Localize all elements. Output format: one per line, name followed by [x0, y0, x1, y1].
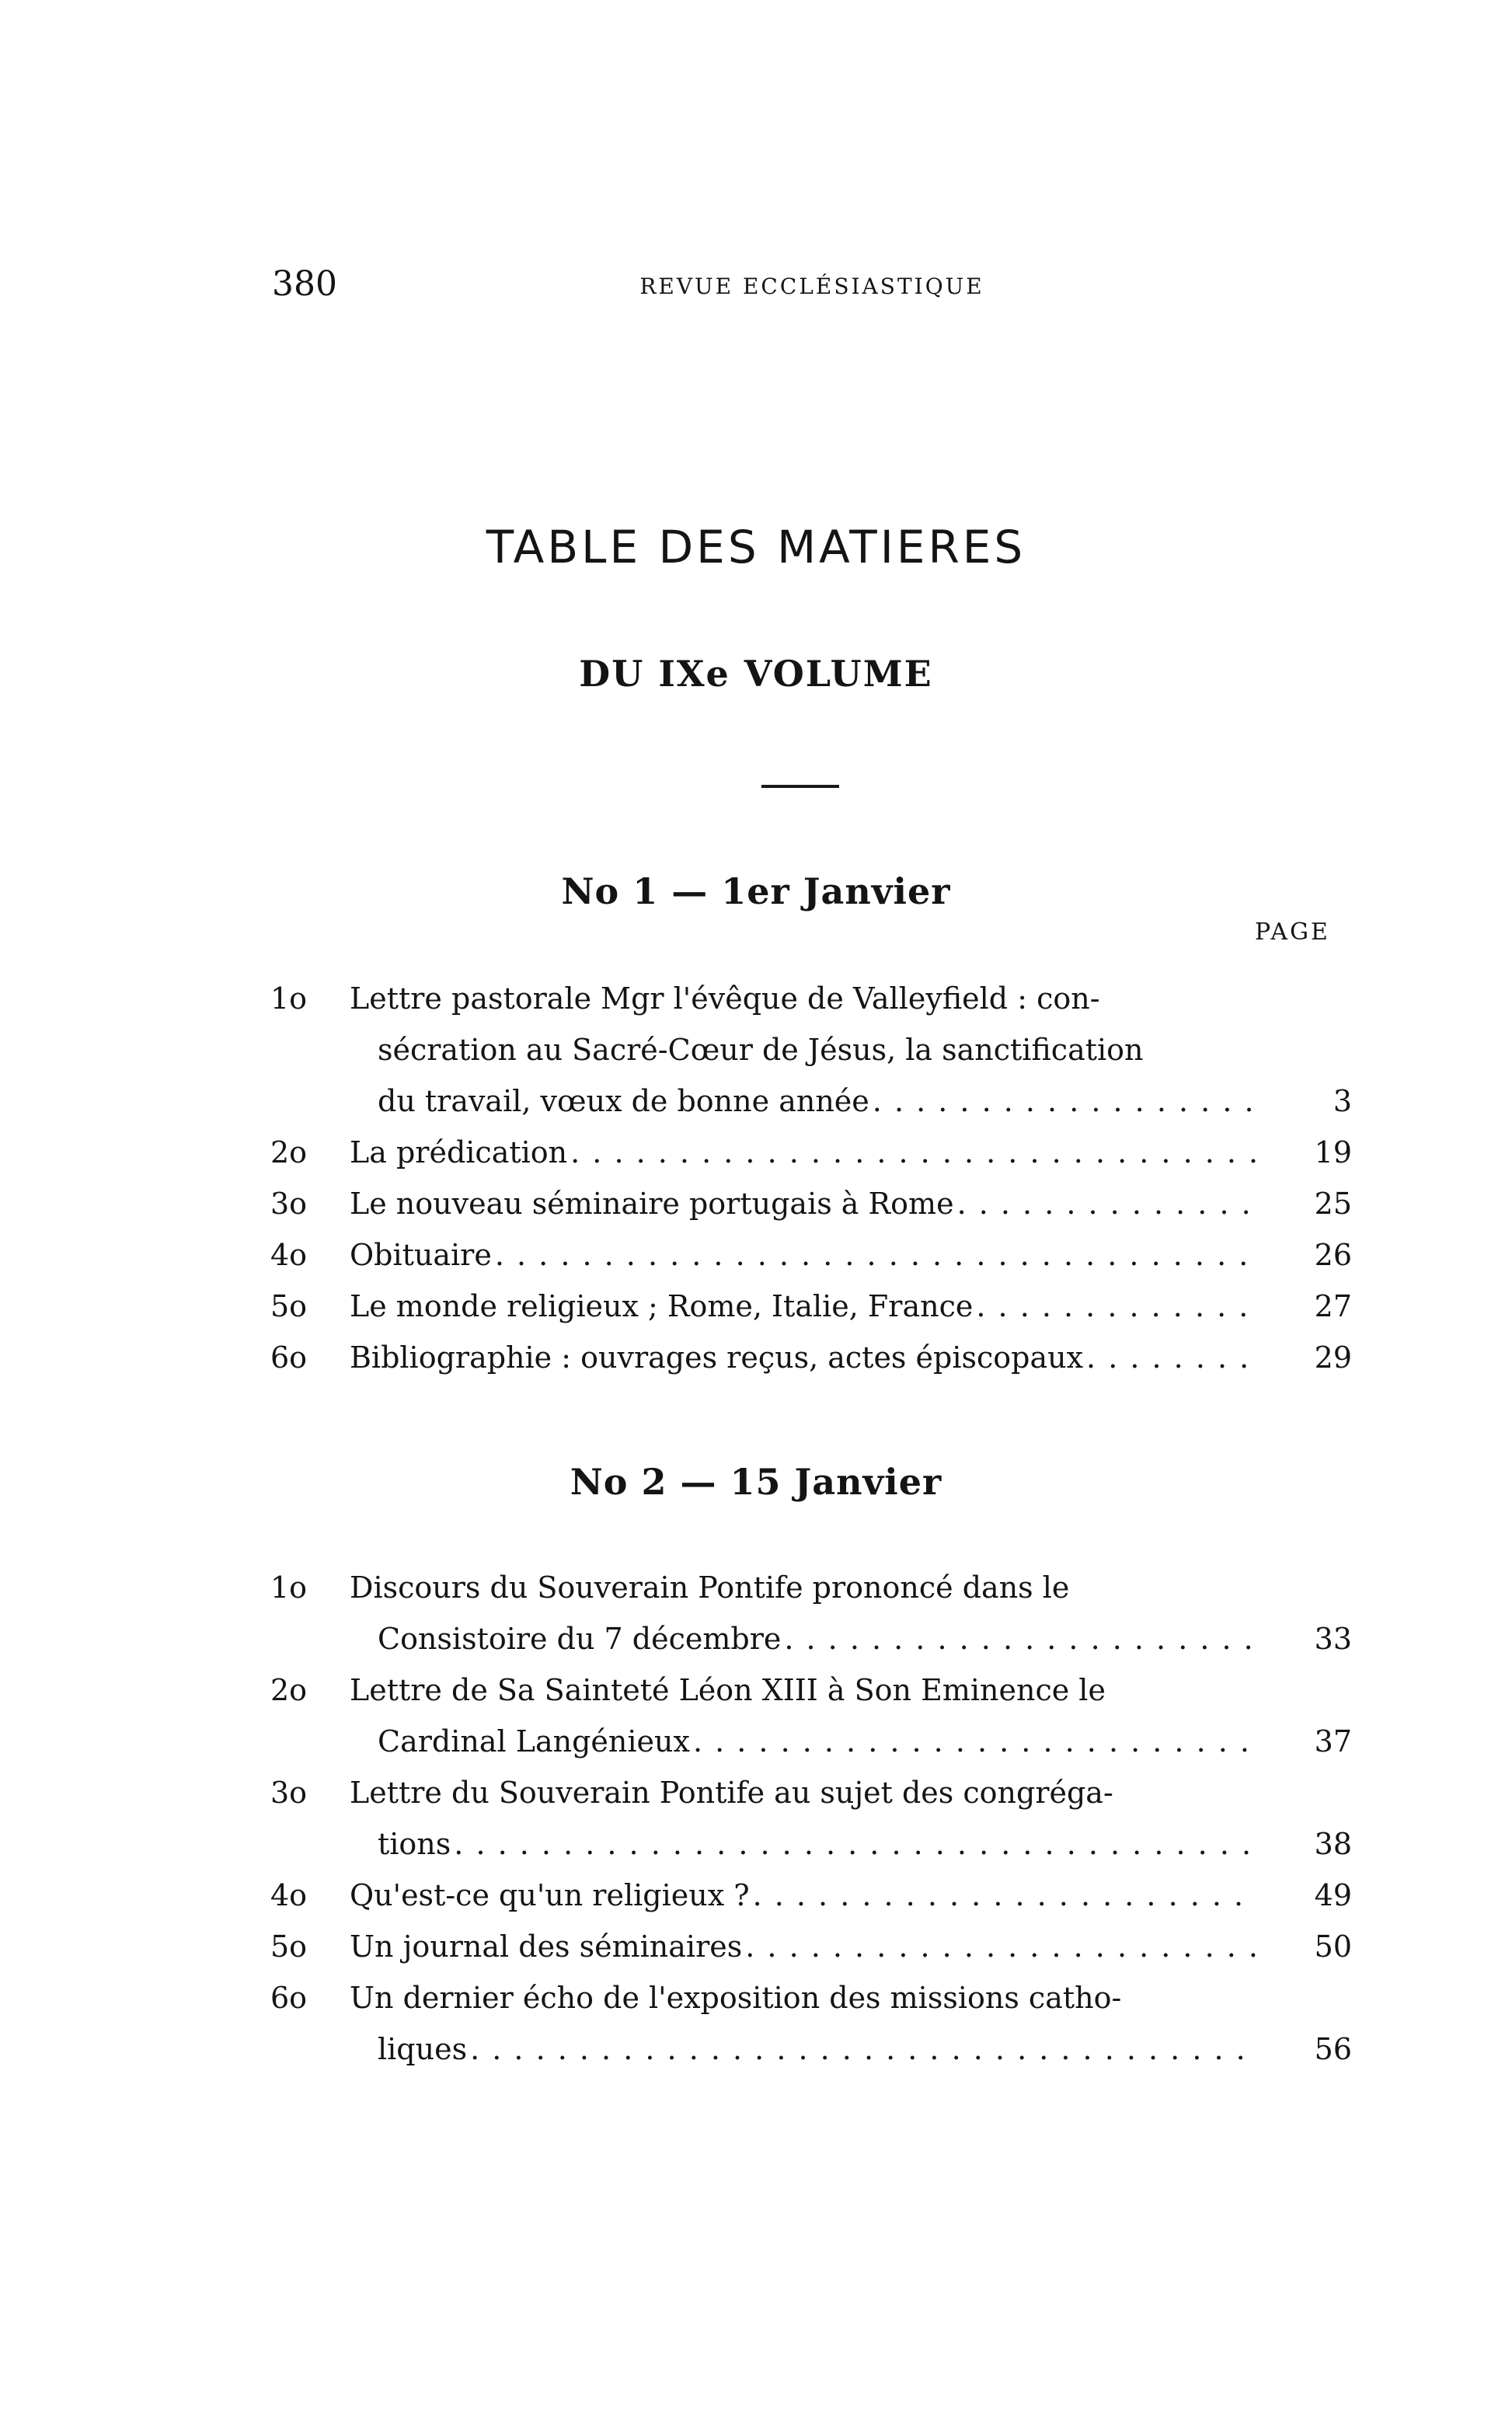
- entry-title-line: tions: [378, 1827, 451, 1861]
- entry-number: 3o: [270, 1187, 308, 1221]
- dot-leader: [957, 1178, 1259, 1229]
- running-head: [272, 264, 1352, 311]
- entry-title-line: Consistoire du 7 décembre: [378, 1622, 782, 1656]
- entry-page-number: 49: [1314, 1878, 1352, 1912]
- entry-title-line: Un dernier écho de l'exposition des missions catho-: [350, 1981, 1122, 2015]
- entry-text: [350, 1664, 1259, 1767]
- entry-text: [350, 1870, 1259, 1921]
- dot-leader: [745, 1921, 1259, 1972]
- entry-text: [350, 973, 1259, 1127]
- entry-title-line: Bibliographie : ouvrages reçus, actes épiscopaux: [350, 1340, 1084, 1375]
- toc-entry: [270, 1281, 1352, 1332]
- dot-leader: [1086, 1332, 1259, 1383]
- dot-leader: [570, 1127, 1259, 1178]
- entry-number: 6o: [270, 1340, 308, 1375]
- entry-title-line: Un journal des séminaires: [350, 1929, 743, 1964]
- dot-leader: [753, 1870, 1259, 1921]
- entry-number: 1o: [270, 981, 308, 1016]
- entry-text: [350, 1332, 1259, 1383]
- entry-text: [350, 1229, 1259, 1281]
- dot-leader: [976, 1281, 1259, 1332]
- toc-list: [270, 1562, 1352, 2075]
- entry-number: 5o: [270, 1289, 308, 1323]
- toc-entry: [270, 1664, 1352, 1767]
- page-column-label: PAGE: [1255, 918, 1330, 946]
- entry-title-line: Le monde religieux ; Rome, Italie, France: [350, 1289, 974, 1323]
- entry-text: [350, 1281, 1259, 1332]
- toc-entry: [270, 1767, 1352, 1870]
- entry-title-line: Discours du Souverain Pontife prononcé dans le: [350, 1570, 1070, 1605]
- toc-entry: [270, 1870, 1352, 1921]
- entry-title-line: Lettre de Sa Sainteté Léon XIII à Son Eminence le: [350, 1673, 1106, 1707]
- toc-list: [270, 973, 1352, 1383]
- entry-title-line: Qu'est-ce qu'un religieux ?: [350, 1878, 750, 1912]
- entry-title-line: Lettre pastorale Mgr l'évêque de Valleyfield : con-: [350, 981, 1100, 1016]
- toc-entry: [270, 1332, 1352, 1383]
- entry-page-number: 37: [1314, 1724, 1352, 1759]
- entry-title-line: du travail, vœux de bonne année: [378, 1084, 869, 1118]
- entry-title-line: Obituaire: [350, 1238, 492, 1272]
- toc-entry: [270, 1972, 1352, 2075]
- entry-page-number: 38: [1314, 1827, 1352, 1861]
- entry-page-number: 56: [1314, 2032, 1352, 2066]
- entry-title-line: Cardinal Langénieux: [378, 1724, 690, 1759]
- toc-entry: [270, 1921, 1352, 1972]
- entry-number: 4o: [270, 1878, 308, 1912]
- toc-entry: [270, 973, 1352, 1127]
- divider-rule: [761, 785, 839, 788]
- entry-title-line: sécration au Sacré-Cœur de Jésus, la sanctification: [378, 1033, 1144, 1067]
- dot-leader: [784, 1613, 1259, 1664]
- toc-entry: [270, 1127, 1352, 1178]
- page-title: TABLE DES MATIERES: [486, 521, 1026, 573]
- entry-text: [350, 1178, 1259, 1229]
- entry-text: [350, 1972, 1259, 2075]
- entry-page-number: 33: [1314, 1622, 1352, 1656]
- entry-number: 6o: [270, 1981, 308, 2015]
- entry-text: [350, 1127, 1259, 1178]
- entry-page-number: 25: [1314, 1187, 1352, 1221]
- entry-page-number: 50: [1314, 1929, 1352, 1964]
- dot-leader: [454, 1818, 1259, 1870]
- section-heading: No 2 — 15 Janvier: [570, 1461, 942, 1503]
- entry-title-line: Lettre du Souverain Pontife au sujet des congréga-: [350, 1776, 1113, 1810]
- section-heading: No 1 — 1er Janvier: [561, 870, 951, 912]
- entry-title-line: liques: [378, 2032, 468, 2066]
- entry-page-number: 27: [1314, 1289, 1352, 1323]
- entry-text: [350, 1921, 1259, 1972]
- entry-number: 1o: [270, 1570, 308, 1605]
- running-title: REVUE ECCLÉSIASTIQUE: [639, 274, 984, 299]
- entry-page-number: 29: [1314, 1340, 1352, 1375]
- entry-page-number: 26: [1314, 1238, 1352, 1272]
- toc-entry: [270, 1562, 1352, 1664]
- entry-number: 2o: [270, 1135, 308, 1169]
- entry-page-number: 19: [1314, 1135, 1352, 1169]
- entry-text: [350, 1562, 1259, 1664]
- volume-subtitle: DU IXe VOLUME: [579, 653, 933, 695]
- page-number: 380: [272, 264, 337, 304]
- toc-entry: [270, 1229, 1352, 1281]
- entry-text: [350, 1767, 1259, 1870]
- entry-page-number: 3: [1333, 1084, 1352, 1118]
- dot-leader: [470, 2023, 1259, 2075]
- toc-entry: [270, 1178, 1352, 1229]
- entry-number: 4o: [270, 1238, 308, 1272]
- entry-number: 5o: [270, 1929, 308, 1964]
- dot-leader: [873, 1075, 1259, 1127]
- entry-number: 3o: [270, 1776, 308, 1810]
- entry-number: 2o: [270, 1673, 308, 1707]
- dot-leader: [495, 1229, 1259, 1281]
- entry-title-line: Le nouveau séminaire portugais à Rome: [350, 1187, 954, 1221]
- entry-title-line: La prédication: [350, 1135, 568, 1169]
- dot-leader: [693, 1716, 1259, 1767]
